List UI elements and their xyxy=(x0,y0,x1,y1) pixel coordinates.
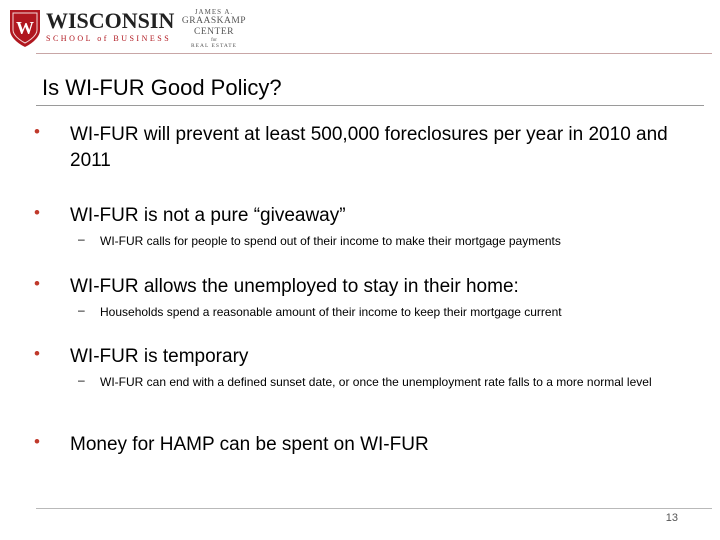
sub-bullet-text: WI-FUR can end with a defined sunset date, or once the unemployment rate falls to a more normal level xyxy=(100,375,652,389)
bullet-marker: • xyxy=(34,122,40,141)
university-crest-icon xyxy=(8,8,42,48)
sub-bullet-text: Households spend a reasonable amount of their income to keep their mortgage current xyxy=(100,305,562,319)
bullet-marker: • xyxy=(34,344,40,363)
center-logo-line3: for xyxy=(211,38,217,43)
footer-divider xyxy=(36,508,712,509)
page-number: 13 xyxy=(665,512,678,524)
sub-bullet-marker: – xyxy=(78,373,85,387)
bullet-text: WI-FUR is temporary xyxy=(70,346,249,367)
sub-bullet-text: WI-FUR calls for people to spend out of their income to make their mortgage payments xyxy=(100,234,561,248)
bullet-marker: • xyxy=(34,203,40,222)
bullet-text: WI-FUR will prevent at least 500,000 foreclosures per year in 2010 and 2011 xyxy=(70,124,668,171)
bullet-text: WI-FUR is not a pure “giveaway” xyxy=(70,205,346,226)
bullet-text: WI-FUR allows the unemployed to stay in their home: xyxy=(70,276,519,297)
center-logo-line4: REAL ESTATE xyxy=(191,43,237,49)
title-underline xyxy=(36,105,704,106)
svg-text:W: W xyxy=(16,18,34,38)
slide-header xyxy=(0,0,720,56)
school-wordmark xyxy=(46,10,174,43)
bullet-marker: • xyxy=(34,432,40,451)
bullet-marker: • xyxy=(34,274,40,293)
center-logo-line1: JAMES A. xyxy=(194,8,234,16)
slide-title: Is WI-FUR Good Policy? xyxy=(42,75,282,100)
school-name: SCHOOL of BUSINESS xyxy=(46,34,172,43)
bullet-text: Money for HAMP can be spent on WI-FUR xyxy=(70,434,429,455)
sub-bullet-marker: – xyxy=(78,303,85,317)
center-logo-line2: GRAASKAMP CENTER xyxy=(181,16,247,37)
header-divider xyxy=(36,53,712,54)
university-name: WISCONSIN xyxy=(46,8,175,33)
sub-bullet-marker: – xyxy=(78,232,85,246)
center-logo xyxy=(162,8,266,49)
